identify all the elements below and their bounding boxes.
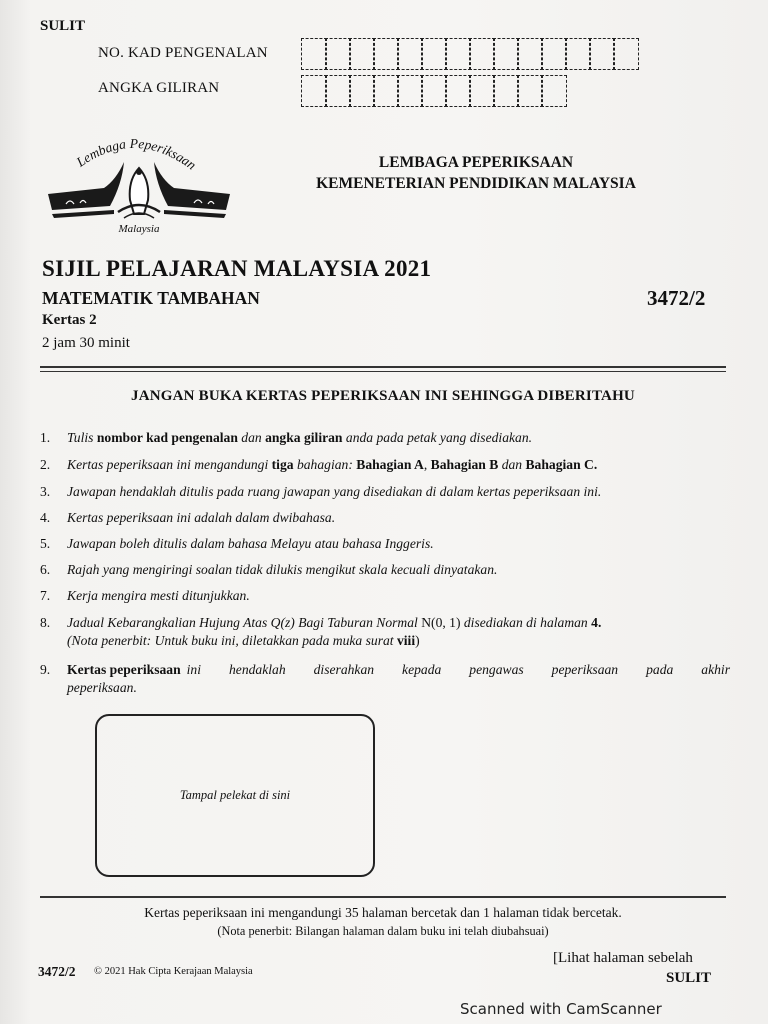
sticker-box — [95, 714, 375, 877]
publisher-note: (Nota penerbit: Bilangan halaman dalam buku ini telah diubahsuai) — [217, 924, 549, 938]
agency-name: LEMBAGA PEPERIKSAAN — [378, 154, 574, 171]
next-page-note: [Lihat halaman sebelah — [553, 950, 693, 966]
instruction-item: 9. Kertas peperiksaan ini hendaklah diserahkan kepada pengawas peperiksaan pada akhir peperiksaan. — [40, 662, 730, 695]
footer-paper-code: 3472/2 — [38, 964, 76, 979]
lembaga-peperiksaan-logo — [44, 128, 234, 238]
ic-number-label: NO. KAD PENGENALAN — [98, 45, 268, 61]
divider-top-2 — [40, 371, 726, 372]
scanner-watermark: Scanned with CamScanner — [460, 1000, 662, 1018]
sulit-label-top: SULIT — [40, 18, 86, 34]
instruction-item: 1. Tulis nombor kad pengenalan dan angka giliran anda pada petak yang disediakan. — [40, 430, 533, 445]
index-number-boxes[interactable] — [301, 75, 565, 107]
paper-number: Kertas 2 — [42, 312, 97, 328]
exam-duration: 2 jam 30 minit — [42, 335, 130, 351]
sticker-label: Tampal pelekat di sini — [179, 788, 291, 802]
paper-code: 3472/2 — [647, 286, 706, 310]
instruction-item: 2. Kertas peperiksaan ini mengandungi tiga bahagian: Bahagian A, Bahagian B dan Bahagian C. — [40, 457, 598, 472]
subject-name: MATEMATIK TAMBAHAN — [42, 288, 260, 308]
logo-arc-text: Lembaga Peperiksaan — [73, 135, 199, 173]
warning-banner: JANGAN BUKA KERTAS PEPERIKSAAN INI SEHINGGA DIBERITAHU — [131, 388, 635, 404]
instruction-item: 6. Rajah yang mengiringi soalan tidak dilukis mengikut skala kecuali dinyatakan. — [40, 562, 498, 577]
ministry-name: KEMENETERIAN PENDIDIKAN MALAYSIA — [316, 175, 636, 192]
index-number-label: ANGKA GILIRAN — [98, 80, 220, 96]
logo-bottom-text: Malaysia — [118, 223, 160, 235]
page-count-note: Kertas peperiksaan ini mengandungi 35 halaman bercetak dan 1 halaman tidak bercetak. — [144, 905, 622, 920]
divider-top-1 — [40, 366, 726, 368]
instruction-item: 5. Jawapan boleh ditulis dalam bahasa Melayu atau bahasa Inggeris. — [40, 536, 434, 551]
copyright: © 2021 Hak Cipta Kerajaan Malaysia — [94, 966, 253, 977]
instruction-item: 3. Jawapan hendaklah ditulis pada ruang jawapan yang disediakan di dalam kertas peperiksaan ini. — [40, 484, 602, 499]
ic-number-boxes[interactable] — [301, 38, 637, 70]
divider-bottom — [40, 896, 726, 898]
instruction-item: 8. Jadual Kebarangkalian Hujung Atas Q(z) Bagi Taburan Normal N(0, 1) disediakan di halaman 4. (Nota penerbit: Untuk buku ini, diletakkan pada muka surat viii) — [40, 615, 602, 648]
instruction-item: 7. Kerja mengira mesti ditunjukkan. — [40, 588, 250, 603]
instruction-item: 4. Kertas peperiksaan ini adalah dalam dwibahasa. — [40, 510, 336, 525]
sulit-label-bottom: SULIT — [666, 970, 712, 986]
exam-title: SIJIL PELAJARAN MALAYSIA 2021 — [42, 256, 432, 281]
